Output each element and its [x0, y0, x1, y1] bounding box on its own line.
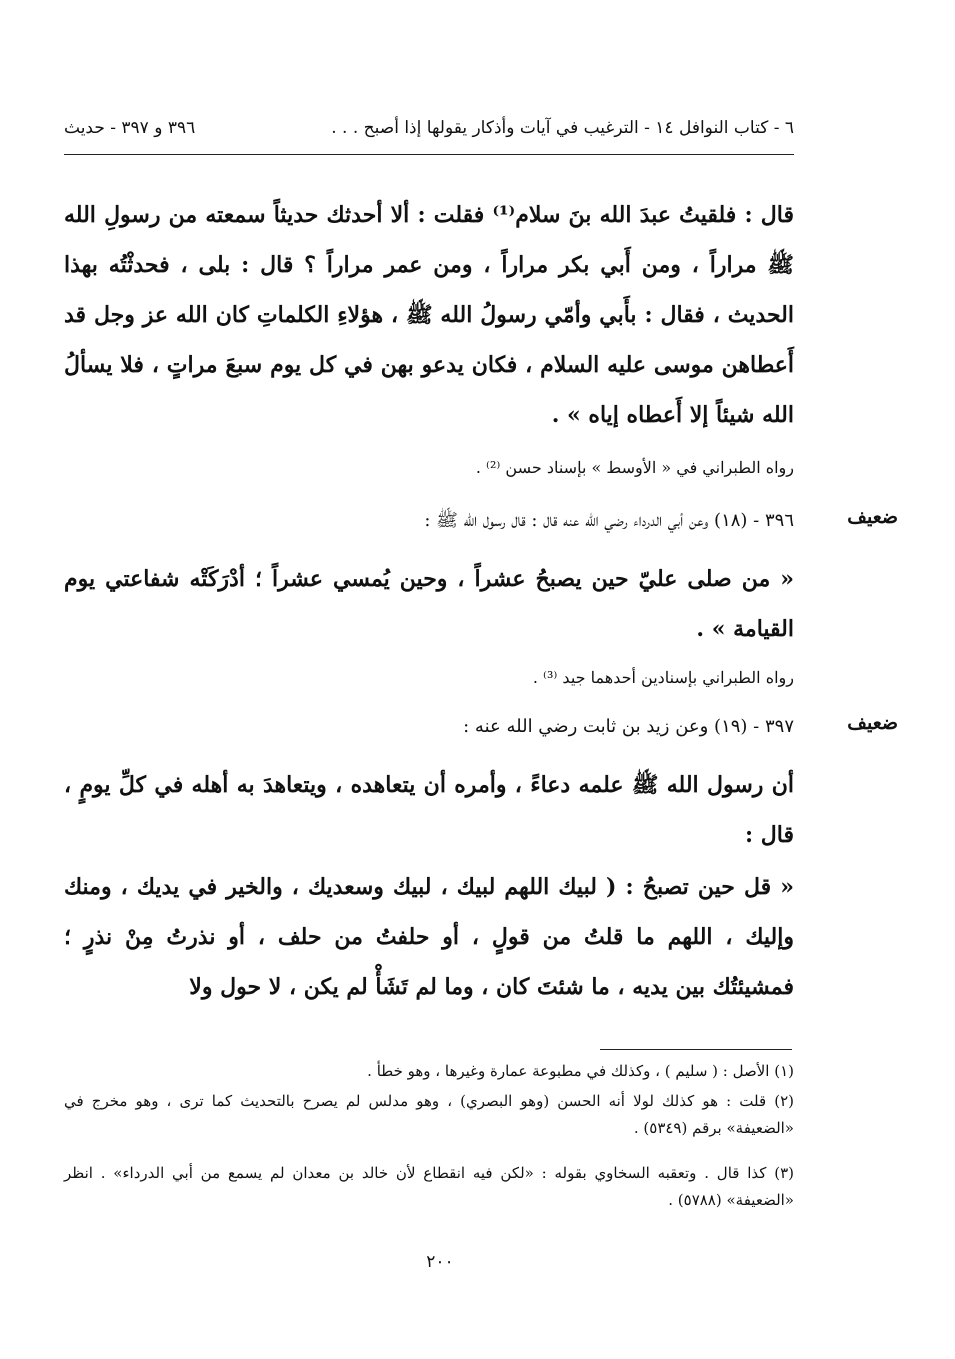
source-note-1: رواه الطبراني في « الأوسط » بإسناد حسن ⁽²⁾ . — [475, 458, 794, 477]
footnote-2: (٢) قلت : هو كذلك لولا أنه الحسن (وهو البصري) ، وهو مدلس لم يصرح بالتحديث كما ترى ، وهو مخرج في «الضعيفة» برقم (٥٣٤٩) . — [64, 1092, 794, 1137]
running-header — [64, 112, 794, 148]
hadith-396-heading: ٣٩٦ - (١٨) وعن أبي الدرداء رضي الله عنه قال : قال رسول الله ﷺ : — [424, 510, 794, 531]
grade-label-396: ضعيف — [847, 506, 898, 528]
header-hadith-range: ٣٩٦ و ٣٩٧ - حديث — [64, 118, 196, 138]
hadith-397-text-2: « قل حين تصبحُ : ( لبيك اللهم لبيك ، لبيك وسعديك ، والخير في يديك ، ومنك وإليك ، اللهم ما قلتُ من قولٍ ، أو حلفتُ من حلف ، أو نذرتُ مِنْ نذرٍ ؛ فمشيئتُك بين يديه ، ما شئتَ كان ، وما لم تَشَأْ لم يكن ، لا حول ولا — [64, 874, 794, 1000]
header-divider — [64, 154, 794, 155]
footnote-1: (١) الأصل : ( سليم ) ، وكذلك في مطبوعة عمارة وغيرها ، وهو خطأ . — [367, 1062, 794, 1080]
hadith-397-text-1: أن رسول الله ﷺ علمه دعاءً ، وأمره أن يتعاهده ، ويتعاهدَ به أهله في كلِّ يومٍ ، قال : — [64, 772, 794, 848]
page-number: ٢٠٠ — [426, 1252, 454, 1272]
footnote-divider — [600, 1049, 792, 1050]
paragraph-continuation: قال : فلقيتُ عبدَ الله بنَ سلام⁽¹⁾ فقلت : ألا أحدثك حديثاً سمعته من رسولِ الله ﷺ مراراً ، ومن أَبي بكر مراراً ، ومن عمر مراراً ؟ قال : بلى ، فحدثْتُه بهذا الحديث ، فقال : بأَبي وأمّي رسولُ الله ﷺ ، هؤلاءِ الكلماتِ كان الله عز وجل قد أَعطاهن موسى عليه السلام ، فكان يدعو بهن في كل يوم سبعَ مراتٍ ، فلا يسألُ الله شيئاً إلا أَعطاه إياه » . — [64, 202, 794, 428]
footnote-3: (٣) كذا قال . وتعقبه السخاوي بقوله : «لكن فيه انقطاع لأن خالد بن معدان لم يسمع من أبي الدرداء» . انظر «الضعيفة» (٥٧٨٨) . — [64, 1164, 794, 1209]
header-chapter: ٦ - كتاب النوافل ١٤ - الترغيب في آيات وأذكار يقولها إذا أصبح . . . — [331, 118, 794, 138]
grade-label-397: ضعيف — [847, 712, 898, 734]
hadith-396-text: « من صلى عليّ حين يصبحُ عشراً ، وحين يُمسي عشراً ؛ أدْرَكَتْه شفاعتي يوم القيامة » . — [64, 566, 794, 642]
hadith-397-heading: ٣٩٧ - (١٩) وعن زيد بن ثابت رضي الله عنه : — [463, 716, 794, 737]
source-note-2: رواه الطبراني بإسنادين أحدهما جيد ⁽³⁾ . — [532, 668, 794, 687]
